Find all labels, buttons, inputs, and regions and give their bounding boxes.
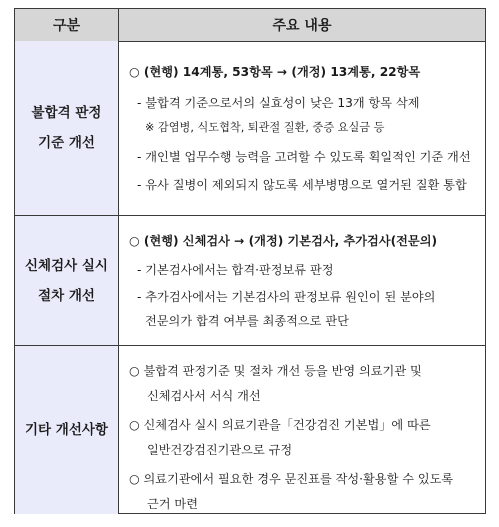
row-content	[119, 216, 485, 345]
reform-table	[14, 8, 486, 514]
table-row	[15, 345, 485, 514]
content-line: ○ 신체검사 실시 의료기관을「건강검진 기본법」에 따른	[129, 418, 431, 432]
table-row	[15, 41, 485, 215]
row-label	[15, 216, 119, 345]
row-label-line: 절차 개선	[38, 287, 95, 304]
content-line: - 개인별 업무수행 능력을 고려할 수 있도록 획일적인 기준 개선	[137, 150, 471, 164]
row-label-line: 기타 개선사항	[25, 422, 108, 438]
content-line: 근거 마련	[147, 497, 198, 511]
content-line: 전문의가 합격 여부를 최종적으로 판단	[145, 314, 349, 328]
header-content: 주요 내용	[272, 18, 332, 34]
row-label-line: 기준 개선	[38, 135, 95, 151]
content-line: ○ 의료기관에서 필요한 경우 문진표를 작성·활용할 수 있도록	[129, 472, 454, 486]
row-label	[15, 346, 119, 514]
content-line: - 추가검사에서는 기본검사의 판정보류 원인이 된 분야의	[137, 290, 436, 304]
content-line: - 불합격 기준으로서의 실효성이 낮은 13개 항목 삭제	[137, 96, 420, 110]
content-line: ○ (현행) 14계통, 53항목 → (개정) 13계통, 22항목	[129, 65, 421, 79]
content-line: ※ 감염병, 식도협착, 퇴관절 질환, 중증 요실금 등	[145, 121, 385, 134]
header-category: 구분	[15, 9, 119, 41]
row-label-line: 불합격 판정	[31, 105, 102, 121]
content-line: 신체검사서 서식 개선	[147, 389, 261, 403]
row-content	[119, 41, 485, 215]
row-content	[119, 346, 485, 514]
table-row	[15, 215, 485, 345]
content-line: 일반건강검진기관으로 규정	[147, 443, 293, 457]
row-label-line: 신체검사 실시	[25, 257, 108, 274]
content-line: ○ (현행) 신체검사 → (개정) 기본검사, 추가검사(전문의)	[129, 234, 438, 248]
content-line: ○ 불합격 판정기준 및 절차 개선 등을 반영 의료기관 및	[129, 364, 422, 378]
table-header	[15, 9, 485, 42]
content-line: - 기본검사에서는 합격·판정보류 판정	[137, 263, 334, 277]
content-line: - 유사 질병이 제외되지 않도록 세부병명으로 열거된 질환 통합	[137, 178, 467, 192]
row-label	[15, 41, 119, 215]
